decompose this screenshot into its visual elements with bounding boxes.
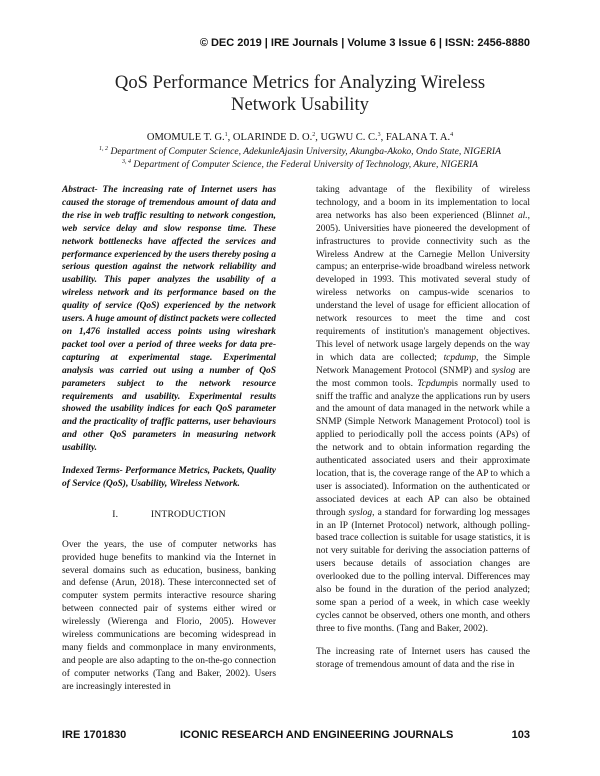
affiliation-1	[0, 146, 600, 158]
footer-journal-name: ICONIC RESEARCH AND ENGINEERING JOURNALS	[180, 729, 454, 741]
author-name: UGWU C. C.	[320, 132, 378, 143]
text-run-italic: Tcpdump	[417, 378, 452, 389]
author-sup: 4	[450, 132, 454, 138]
author-sup: 1	[224, 132, 228, 138]
text-run-italic: tcpdump	[443, 352, 477, 363]
affiliation-sup: 1, 2	[99, 146, 109, 152]
journal-header: © DEC 2019 | IRE Journals | Volume 3 Issue 6 | ISSN: 2456-8880	[199, 37, 530, 49]
text-run: taking advantage of the flexibility of wireless technology, and a boom in its implementation to local area networks has also been experienced (Blinn	[316, 185, 530, 221]
text-run: , the Simple Network Management Protocol (SNMP) and	[316, 352, 530, 376]
affiliation-text: Department of Computer Science, AdekunleAjasin University, Akungba-Akoko, Ondo State, NIGERIA	[110, 146, 501, 157]
author-sup: 3	[377, 132, 381, 138]
paper-title	[0, 72, 600, 116]
author-name: FALANA T. A.	[385, 132, 451, 143]
abstract: Abstract- The increasing rate of Internet users has caused the storage of tremendous amount of data and the rise in web traffic resulting to network congestion, web service delay and slow response time. These network bottlenecks have affected the services and performance experienced by the users thereby posing a serious question against the network reliability and usability. This paper analyzes the usability of a wireless network and its performance based on the quality of service (QoS) experienced by the network users. A huge amount of distinct packets were collected on 1,476 installed access points using wireshark packet tool over a period of three weeks for data pre-capturing at experimental stage. Experimental analysis was carried out using a number of QoS parameters subject to the network resource requirements and usability. Experimental results showed the usability indices for each QoS parameter and the practicality of traffic patterns, user behaviours and other QoS parameters in measuring network usability.	[62, 185, 276, 454]
title-line-1: QoS Performance Metrics for Analyzing Wireless	[114, 72, 486, 93]
body-paragraph-1	[316, 184, 530, 636]
body-paragraph-2: The increasing rate of Internet users has caused the storage of tremendous amount of data and the rise in	[316, 646, 530, 670]
author-name: OMOMULE T. G.	[146, 132, 225, 143]
affiliation-text: Department of Computer Science, the Federal University of Technology, Akure, NIGERIA	[133, 159, 479, 170]
section-title: INTRODUCTION	[150, 508, 226, 520]
author-list: OMOMULE T. G.$^1$, OLARINDE D. O.$^2$, UGWU C. C.$^3$, FALANA T. A.$^4$	[146, 132, 454, 143]
author-sup: 2	[312, 132, 316, 138]
footer-article-id: IRE 1701830	[62, 729, 127, 741]
right-column	[316, 184, 530, 672]
section-number: I.	[112, 508, 119, 520]
affiliation-sup: 3, 4	[121, 159, 131, 165]
text-run: are the most common tools.	[316, 365, 531, 389]
text-run-italic: et al.	[506, 210, 528, 221]
affiliation-2	[0, 159, 600, 171]
text-run: , a standard for forwarding log messages in an IP (Internet Protocol) network, although polling-based trace collection is suitable for usage statistics, it is not very suitable for deriving the association patterns of users because details of association changes are overlooked due to the polling interval. Differences may also be found in the duration of the period analyzed; some span a period of a week, in which case weekly cycles cannot be observed, others one month, and others three to five months. (Tang and Baker, 2002).	[316, 507, 530, 634]
text-run-italic: syslog	[348, 507, 373, 518]
left-column	[62, 184, 276, 694]
author-name: OLARINDE D. O.	[232, 132, 313, 143]
text-run-italic: syslog	[491, 365, 516, 376]
text-run: is normally used to sniff the traffic and analyze the applications run by users and the amount of data managed in the network while a SNMP (Simple Network Management Protocol) tool is applied to periodically poll the access points (APs) of the network and to obtain information regarding the authenticated associated users and their approximate location, that is, the coverage range of the AP to which a user is associated). Information on the authenticated or associated devices at each AP can also be obtained through	[316, 378, 531, 518]
text-run: , 2005). Universities have pioneered the development of infrastructures to provide connectivity such as the Wireless Andrew at the Carnegie Mellon University campus; an enterprise-wide broadband wireless network developed in 1993. This motivated several study of wireless networks on campus-wide scenarios to understand the level of usage for efficient allocation of network resources to meet the time and cost requirements of institution's management objectives. This level of network usage largely depends on the way in which data are collected;	[316, 210, 531, 363]
index-terms: Indexed Terms- Performance Metrics, Packets, Quality of Service (QoS), Usability, Wireless Network.	[62, 466, 276, 489]
intro-paragraph: Over the years, the use of computer networks has provided huge benefits to mankind via the Internet in several domains such as education, business, banking and defense (Arun, 2018). These interconnected set of computer system permits interactive resource sharing between connected pair of systems either wired or wirelessly (Wierenga and Florio, 2005). However wireless communications are becoming widespread in many fields and commonplace in many environments, and people are also adapting to the on-the-go connection of computer networks (Tang and Baker, 2002). Users are increasingly interested in	[62, 539, 276, 692]
section-heading	[62, 509, 276, 522]
page-number: 103	[511, 729, 530, 741]
title-line-2: Network Usability	[231, 94, 369, 115]
